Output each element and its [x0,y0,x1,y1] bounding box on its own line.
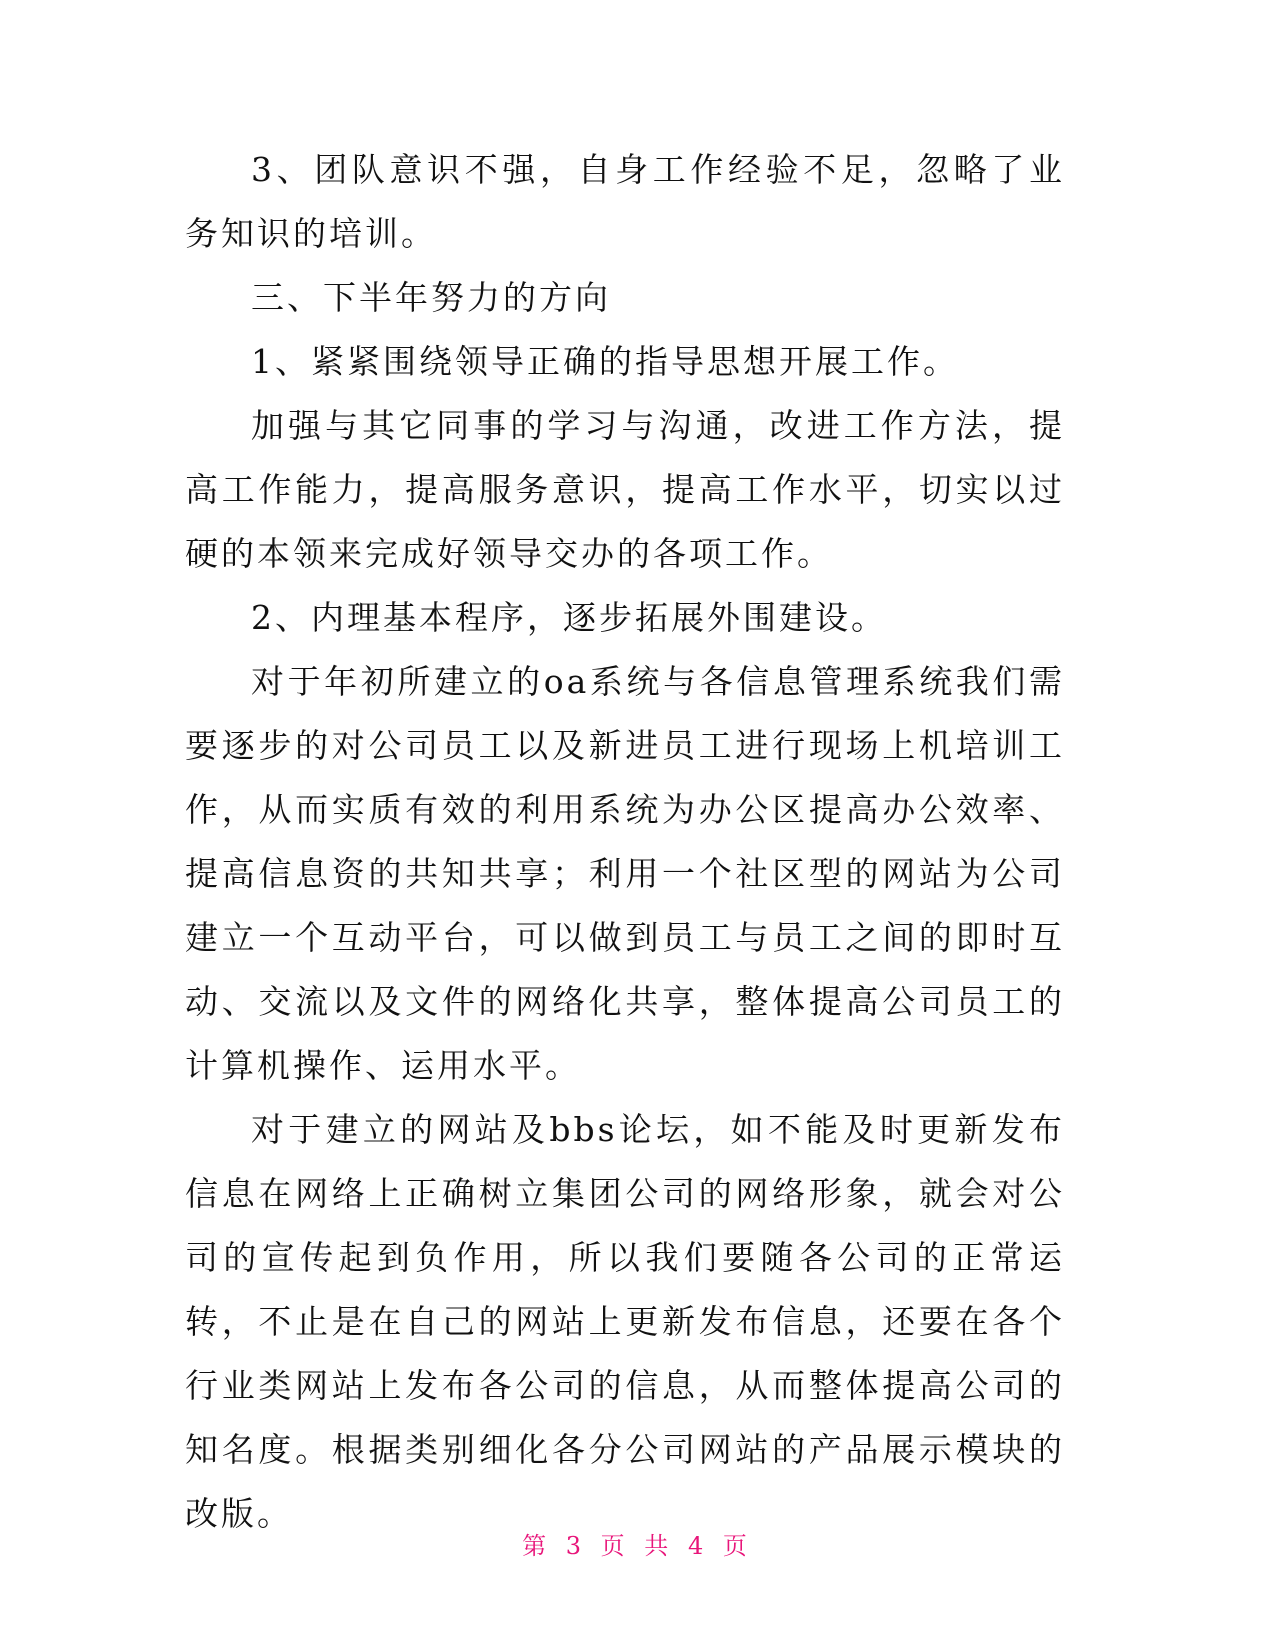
paragraph-strengthen-communication: 加强与其它同事的学习与沟通，改进工作方法，提高工作能力，提高服务意识，提高工作水平，切实以过硬的本领来完成好领导交办的各项工作。 [185,406,1065,573]
paragraph-leadership-guidance: 1、紧紧围绕领导正确的指导思想开展工作。 [251,342,959,381]
paragraph-team-awareness: 3、团队意识不强，自身工作经验不足，忽略了业务知识的培训。 [185,150,1065,253]
section-heading-second-half-direction: 三、下半年努力的方向 [251,278,611,317]
paragraph-website-bbs: 对于建立的网站及bbs论坛，如不能及时更新发布信息在网络上正确树立集团公司的网络形象，就会对公司的宣传起到负作用，所以我们要随各公司的正常运转，不止是在自己的网站上更新发布信息，还要在各个行业类网站上发布各公司的信息，从而整体提高公司的知名度。根据类别细化各分公司网站的产品展示模块的改版。 [185,1110,1065,1533]
paragraph-internal-procedures: 2、内理基本程序，逐步拓展外围建设。 [251,598,887,637]
paragraph-oa-system-training: 对于年初所建立的oa系统与各信息管理系统我们需要逐步的对公司员工以及新进员工进行现场上机培训工作，从而实质有效的利用系统为办公区提高办公效率、提高信息资的共知共享；利用一个社区型的网站为公司建立一个互动平台，可以做到员工与员工之间的即时互动、交流以及文件的网络化共享，整体提高公司员工的计算机操作、运用水平。 [185,662,1065,1085]
page-footer: 第 3 页 共 4 页 [522,1532,753,1560]
document-body [185,138,1065,1546]
